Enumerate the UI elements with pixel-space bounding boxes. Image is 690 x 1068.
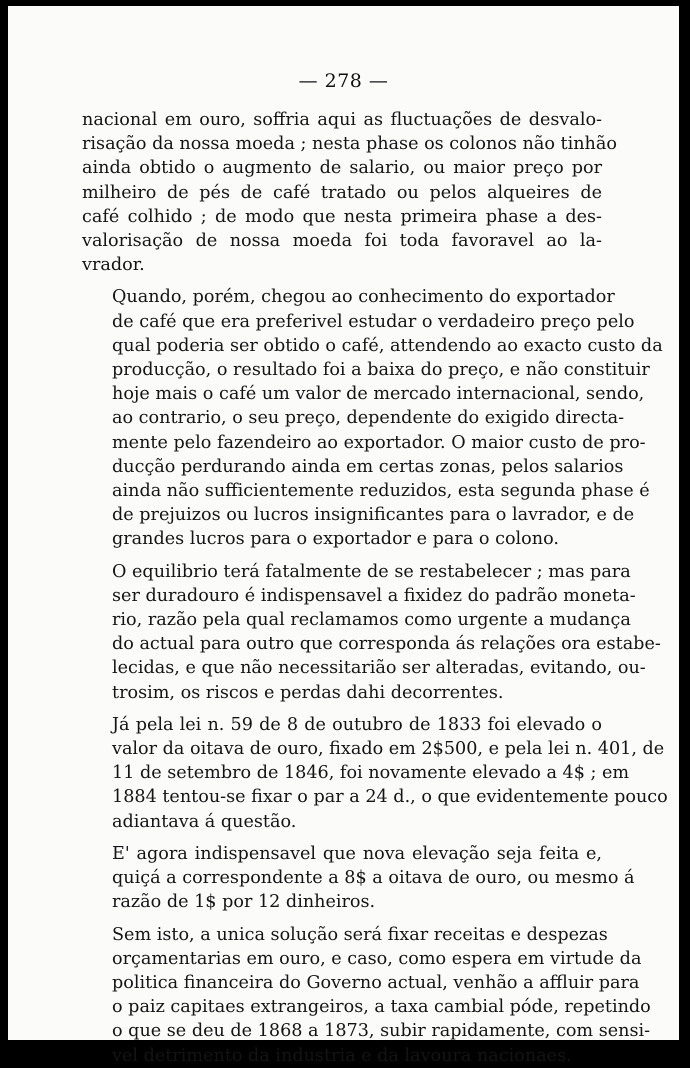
text-line: Quando, porém, chegou ao conhecimento do exportador: [112, 287, 615, 308]
text-line: ducção perdurando ainda em certas zonas, pelos salarios: [112, 456, 624, 477]
text-line: vel detrimento da industria e da lavoura nacionaes.: [112, 1045, 572, 1066]
paragraph: [82, 108, 617, 277]
text-line: do actual para outro que corresponda ás relações ora estabe-: [112, 634, 661, 655]
text-line: razão de 1$ por 12 dinheiros.: [112, 892, 376, 913]
text-line: qual poderia ser obtido o café, attendendo ao exacto custo da: [112, 335, 663, 356]
paragraph: [82, 285, 663, 551]
text-line: producção, o resultado foi a baixa do preço, e não constituir: [112, 360, 650, 381]
text-line: orçamentarias em ouro, e caso, como espera em virtude da: [112, 948, 642, 969]
text-line: politica financeira do Governo actual, venhão a affluir para: [112, 972, 640, 993]
text-line: mente pelo fazendeiro ao exportador. O maior custo de pro-: [112, 432, 646, 453]
text-line: nacional em ouro, soffria aqui as fluctuações de desvalo-: [82, 110, 602, 130]
body-text: [82, 108, 668, 1068]
page-number: — 278 —: [298, 70, 389, 92]
text-line: ser duradouro é indispensavel a fixidez do padrão moneta-: [112, 585, 636, 606]
text-line: ainda obtido o augmento de salario, ou maior preço por: [82, 158, 602, 179]
text-line: trosim, os riscos e perdas dahi decorrentes.: [112, 682, 504, 703]
text-line: rio, razão pela qual reclamamos como urgente a mudança: [112, 610, 631, 631]
paragraph: [82, 923, 651, 1068]
text-line: de café que era preferivel estudar o verdadeiro preço pelo: [112, 311, 635, 332]
text-line: risação da nossa moeda ; nesta phase os colonos não tinhão: [82, 134, 617, 155]
text-line: ainda não sufficientemente reduzidos, esta segunda phase é: [112, 481, 650, 502]
text-line: valorisação de nossa moeda foi toda favoravel ao la-: [82, 231, 602, 252]
text-line: 1884 tentou-se fixar o par a 24 d., o que evidentemente pouco: [112, 787, 668, 808]
text-line: milheiro de pés de café tratado ou pelos alqueires de: [82, 182, 602, 203]
text-line: valor da oitava de ouro, fixado em 2$500, e pela lei n. 401, de: [112, 739, 665, 760]
text-line: E' agora indispensavel que nova elevação seja feita e,: [112, 843, 602, 864]
text-line: grandes lucros para o exportador e para o colono.: [112, 529, 559, 550]
text-line: O equilibrio terá fatalmente de se restabelecer ; mas para: [112, 561, 631, 582]
text-line: café colhido ; de modo que nesta primeira phase a des-: [82, 206, 602, 227]
text-line: lecidas, e que não necessitarião ser alteradas, evitando, ou-: [112, 658, 646, 679]
text-line: Sem isto, a unica solução será fixar receitas e despezas: [112, 924, 608, 945]
text-line: quiçá a correspondente a 8$ a oitava de ouro, ou mesmo á: [112, 868, 635, 889]
paragraph: [82, 842, 635, 915]
book-page: [8, 6, 679, 1066]
text-line: o paiz capitaes extrangeiros, a taxa cambial póde, repetindo: [112, 997, 651, 1018]
paragraph: [82, 713, 668, 834]
text-line: 11 de setembro de 1846, foi novamente elevado a 4$ ; em: [112, 763, 630, 784]
text-line: hoje mais o café um valor de mercado internacional, sendo,: [112, 384, 645, 405]
text-line: de prejuizos ou lucros insignificantes para o lavrador, e de: [112, 505, 635, 526]
text-line: ao contrario, o seu preço, dependente do exigido directa-: [112, 408, 625, 429]
text-line: vrador.: [82, 255, 145, 276]
text-line: adiantava á questão.: [112, 811, 297, 832]
text-line: Já pela lei n. 59 de 8 de outubro de 1833 foi elevado o: [112, 714, 602, 735]
text-line: o que se deu de 1868 a 1873, subir rapidamente, com sensi-: [112, 1021, 651, 1042]
paragraph: [82, 560, 661, 705]
